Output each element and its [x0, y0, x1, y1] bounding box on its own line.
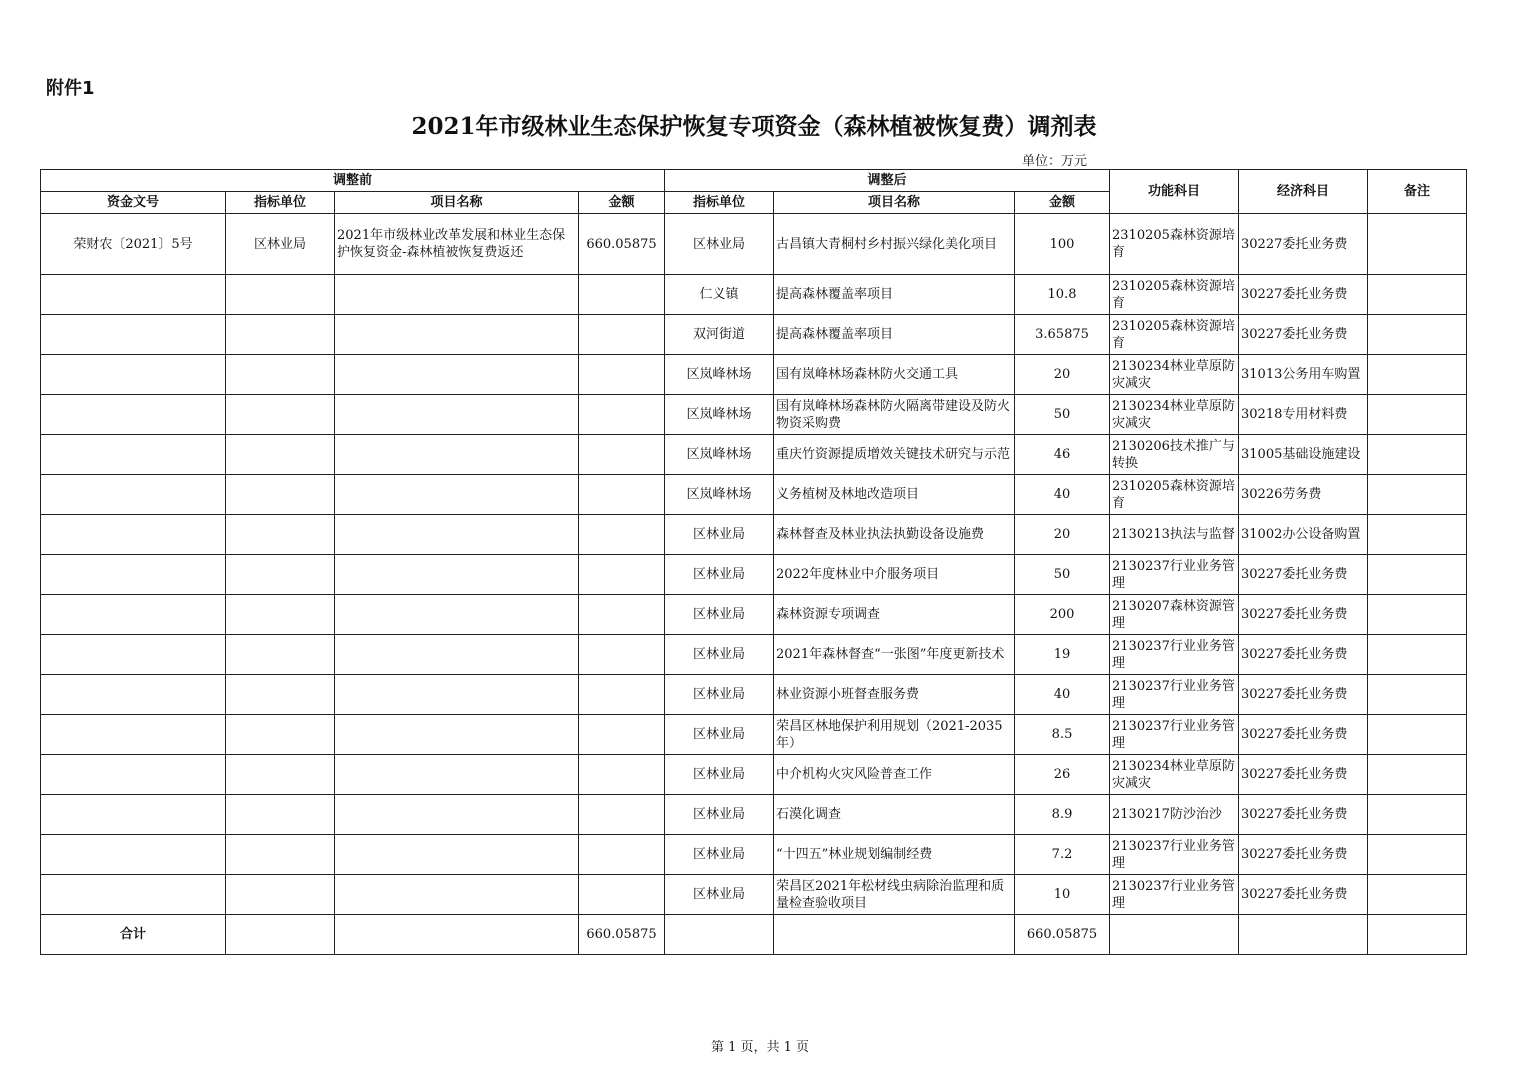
table-row — [41, 635, 1467, 675]
function-subject-cell: 2130237行业业务管理 — [1110, 835, 1239, 875]
total-empty-cell — [335, 915, 579, 955]
before-amount-cell — [579, 595, 665, 635]
remark-cell — [1368, 675, 1467, 715]
after-unit-cell: 区林业局 — [665, 755, 774, 795]
fund-doc-no-cell — [41, 595, 226, 635]
after-unit-cell: 区林业局 — [665, 214, 774, 275]
before-project-cell — [335, 315, 579, 355]
economic-subject-cell: 30227委托业务费 — [1239, 214, 1368, 275]
economic-subject-cell: 30227委托业务费 — [1239, 315, 1368, 355]
header-before-amount: 金额 — [579, 192, 665, 214]
before-amount-cell — [579, 835, 665, 875]
header-remarks: 备注 — [1368, 170, 1467, 214]
economic-subject-cell: 30227委托业务费 — [1239, 715, 1368, 755]
function-subject-cell: 2130237行业业务管理 — [1110, 555, 1239, 595]
after-project-cell: 荣昌区2021年松材线虫病除治监理和质量检查验收项目 — [774, 875, 1015, 915]
economic-subject-cell: 30227委托业务费 — [1239, 795, 1368, 835]
after-unit-cell: 区林业局 — [665, 515, 774, 555]
before-amount-cell — [579, 515, 665, 555]
header-fund-doc-no: 资金文号 — [41, 192, 226, 214]
before-amount-cell — [579, 675, 665, 715]
before-unit-cell — [226, 435, 335, 475]
function-subject-cell: 2130237行业业务管理 — [1110, 715, 1239, 755]
after-project-cell: 重庆竹资源提质增效关键技术研究与示范 — [774, 435, 1015, 475]
after-project-cell: 2021年森林督查“一张图”年度更新技术 — [774, 635, 1015, 675]
header-row-group — [41, 170, 1467, 192]
function-subject-cell: 2130234林业草原防灾减灾 — [1110, 755, 1239, 795]
fund-doc-no-cell: 荣财农〔2021〕5号 — [41, 214, 226, 275]
header-after-amount: 金额 — [1015, 192, 1110, 214]
before-amount-cell — [579, 755, 665, 795]
fund-doc-no-cell — [41, 435, 226, 475]
header-function-subject: 功能科目 — [1110, 170, 1239, 214]
function-subject-cell: 2130217防沙治沙 — [1110, 795, 1239, 835]
before-unit-cell — [226, 275, 335, 315]
before-unit-cell — [226, 355, 335, 395]
table-row — [41, 395, 1467, 435]
before-project-cell — [335, 515, 579, 555]
remark-cell — [1368, 755, 1467, 795]
table-row — [41, 515, 1467, 555]
before-unit-cell — [226, 475, 335, 515]
economic-subject-cell: 30218专用材料费 — [1239, 395, 1368, 435]
after-unit-cell: 区岚峰林场 — [665, 435, 774, 475]
after-unit-cell: 区岚峰林场 — [665, 475, 774, 515]
before-amount-cell — [579, 635, 665, 675]
after-project-cell: 提高森林覆盖率项目 — [774, 315, 1015, 355]
economic-subject-cell: 30227委托业务费 — [1239, 875, 1368, 915]
economic-subject-cell: 30227委托业务费 — [1239, 835, 1368, 875]
after-project-cell: 森林督查及林业执法执勤设备设施费 — [774, 515, 1015, 555]
fund-doc-no-cell — [41, 755, 226, 795]
total-empty-cell — [1239, 915, 1368, 955]
total-label: 合计 — [41, 915, 226, 955]
total-row — [41, 915, 1467, 955]
after-project-cell: 国有岚峰林场森林防火隔离带建设及防火物资采购费 — [774, 395, 1015, 435]
before-unit-cell — [226, 835, 335, 875]
after-amount-cell: 40 — [1015, 475, 1110, 515]
after-amount-cell: 200 — [1015, 595, 1110, 635]
after-unit-cell: 双河街道 — [665, 315, 774, 355]
attachment-label: 附件1 — [46, 78, 95, 99]
after-amount-cell: 26 — [1015, 755, 1110, 795]
fund-doc-no-cell — [41, 515, 226, 555]
before-project-cell — [335, 275, 579, 315]
table-row — [41, 214, 1467, 275]
before-unit-cell — [226, 675, 335, 715]
before-amount-cell — [579, 275, 665, 315]
remark-cell — [1368, 435, 1467, 475]
before-unit-cell — [226, 795, 335, 835]
fund-doc-no-cell — [41, 795, 226, 835]
after-project-cell: 中介机构火灾风险普查工作 — [774, 755, 1015, 795]
economic-subject-cell: 30226劳务费 — [1239, 475, 1368, 515]
after-project-cell: 国有岚峰林场森林防火交通工具 — [774, 355, 1015, 395]
table-row — [41, 475, 1467, 515]
economic-subject-cell: 31002办公设备购置 — [1239, 515, 1368, 555]
after-amount-cell: 100 — [1015, 214, 1110, 275]
after-amount-cell: 3.65875 — [1015, 315, 1110, 355]
header-after: 调整后 — [665, 170, 1110, 192]
function-subject-cell: 2310205森林资源培育 — [1110, 275, 1239, 315]
after-amount-cell: 46 — [1015, 435, 1110, 475]
before-unit-cell — [226, 875, 335, 915]
economic-subject-cell: 30227委托业务费 — [1239, 755, 1368, 795]
function-subject-cell: 2130207森林资源管理 — [1110, 595, 1239, 635]
total-empty-cell — [1110, 915, 1239, 955]
function-subject-cell: 2310205森林资源培育 — [1110, 214, 1239, 275]
header-after-project: 项目名称 — [774, 192, 1015, 214]
table-row — [41, 675, 1467, 715]
remark-cell — [1368, 214, 1467, 275]
table-row — [41, 835, 1467, 875]
page-footer: 第 1 页，共 1 页 — [710, 1040, 810, 1055]
remark-cell — [1368, 275, 1467, 315]
economic-subject-cell: 30227委托业务费 — [1239, 675, 1368, 715]
after-amount-cell: 10 — [1015, 875, 1110, 915]
table-row — [41, 315, 1467, 355]
after-amount-cell: 50 — [1015, 555, 1110, 595]
header-economic-subject: 经济科目 — [1239, 170, 1368, 214]
function-subject-cell: 2130234林业草原防灾减灾 — [1110, 395, 1239, 435]
after-amount-cell: 7.2 — [1015, 835, 1110, 875]
total-empty-cell — [774, 915, 1015, 955]
remark-cell — [1368, 715, 1467, 755]
after-amount-cell: 50 — [1015, 395, 1110, 435]
remark-cell — [1368, 355, 1467, 395]
remark-cell — [1368, 835, 1467, 875]
before-project-cell — [335, 835, 579, 875]
before-project-cell — [335, 435, 579, 475]
before-amount-cell — [579, 475, 665, 515]
economic-subject-cell: 30227委托业务费 — [1239, 555, 1368, 595]
fund-doc-no-cell — [41, 475, 226, 515]
after-unit-cell: 区岚峰林场 — [665, 355, 774, 395]
function-subject-cell: 2130213执法与监督 — [1110, 515, 1239, 555]
before-unit-cell: 区林业局 — [226, 214, 335, 275]
before-amount-cell — [579, 795, 665, 835]
before-amount-cell — [579, 435, 665, 475]
remark-cell — [1368, 595, 1467, 635]
fund-doc-no-cell — [41, 315, 226, 355]
function-subject-cell: 2130206技术推广与转换 — [1110, 435, 1239, 475]
before-unit-cell — [226, 395, 335, 435]
total-empty-cell — [1368, 915, 1467, 955]
fund-doc-no-cell — [41, 675, 226, 715]
total-section — [41, 915, 1467, 955]
after-project-cell: “十四五”林业规划编制经费 — [774, 835, 1015, 875]
before-amount-cell — [579, 715, 665, 755]
after-unit-cell: 区林业局 — [665, 875, 774, 915]
fund-doc-no-cell — [41, 875, 226, 915]
remark-cell — [1368, 515, 1467, 555]
before-amount-cell — [579, 395, 665, 435]
after-unit-cell: 区林业局 — [665, 835, 774, 875]
before-project-cell — [335, 675, 579, 715]
after-unit-cell: 区林业局 — [665, 795, 774, 835]
header-before-unit: 指标单位 — [226, 192, 335, 214]
function-subject-cell: 2130234林业草原防灾减灾 — [1110, 355, 1239, 395]
after-unit-cell: 区林业局 — [665, 595, 774, 635]
before-unit-cell — [226, 515, 335, 555]
before-project-cell — [335, 755, 579, 795]
after-project-cell: 石漠化调查 — [774, 795, 1015, 835]
remark-cell — [1368, 635, 1467, 675]
total-after-amount: 660.05875 — [1015, 915, 1110, 955]
fund-doc-no-cell — [41, 715, 226, 755]
table-row — [41, 275, 1467, 315]
before-project-cell — [335, 795, 579, 835]
before-project-cell — [335, 635, 579, 675]
before-amount-cell — [579, 355, 665, 395]
table-row — [41, 875, 1467, 915]
adjustment-table — [40, 169, 1467, 955]
fund-doc-no-cell — [41, 555, 226, 595]
header-after-unit: 指标单位 — [665, 192, 774, 214]
economic-subject-cell: 30227委托业务费 — [1239, 635, 1368, 675]
after-amount-cell: 10.8 — [1015, 275, 1110, 315]
remark-cell — [1368, 555, 1467, 595]
fund-doc-no-cell — [41, 835, 226, 875]
before-amount-cell: 660.05875 — [579, 214, 665, 275]
function-subject-cell: 2130237行业业务管理 — [1110, 675, 1239, 715]
before-unit-cell — [226, 595, 335, 635]
function-subject-cell: 2130237行业业务管理 — [1110, 875, 1239, 915]
table-row — [41, 355, 1467, 395]
before-unit-cell — [226, 315, 335, 355]
after-amount-cell: 40 — [1015, 675, 1110, 715]
after-project-cell: 义务植树及林地改造项目 — [774, 475, 1015, 515]
after-project-cell: 提高森林覆盖率项目 — [774, 275, 1015, 315]
before-amount-cell — [579, 875, 665, 915]
table-body — [41, 170, 1467, 915]
before-unit-cell — [226, 555, 335, 595]
economic-subject-cell: 31013公务用车购置 — [1239, 355, 1368, 395]
after-amount-cell: 19 — [1015, 635, 1110, 675]
before-project-cell — [335, 595, 579, 635]
function-subject-cell: 2130237行业业务管理 — [1110, 635, 1239, 675]
after-project-cell: 2022年度林业中介服务项目 — [774, 555, 1015, 595]
fund-doc-no-cell — [41, 355, 226, 395]
before-project-cell — [335, 875, 579, 915]
table-row — [41, 755, 1467, 795]
after-unit-cell: 区岚峰林场 — [665, 395, 774, 435]
unit-label: 单位：万元 — [1022, 154, 1088, 169]
function-subject-cell: 2310205森林资源培育 — [1110, 475, 1239, 515]
after-unit-cell: 区林业局 — [665, 675, 774, 715]
before-project-cell — [335, 555, 579, 595]
before-project-cell — [335, 355, 579, 395]
total-before-amount: 660.05875 — [579, 915, 665, 955]
function-subject-cell: 2310205森林资源培育 — [1110, 315, 1239, 355]
header-before-project: 项目名称 — [335, 192, 579, 214]
after-unit-cell: 区林业局 — [665, 555, 774, 595]
economic-subject-cell: 30227委托业务费 — [1239, 595, 1368, 635]
after-project-cell: 森林资源专项调查 — [774, 595, 1015, 635]
fund-doc-no-cell — [41, 395, 226, 435]
remark-cell — [1368, 875, 1467, 915]
total-empty-cell — [665, 915, 774, 955]
header-before: 调整前 — [41, 170, 665, 192]
before-project-cell — [335, 395, 579, 435]
after-unit-cell: 区林业局 — [665, 715, 774, 755]
before-unit-cell — [226, 635, 335, 675]
remark-cell — [1368, 395, 1467, 435]
economic-subject-cell: 31005基础设施建设 — [1239, 435, 1368, 475]
after-project-cell: 林业资源小班督查服务费 — [774, 675, 1015, 715]
before-project-cell: 2021年市级林业改革发展和林业生态保护恢复资金-森林植被恢复费返还 — [335, 214, 579, 275]
after-amount-cell: 20 — [1015, 515, 1110, 555]
total-empty-cell — [226, 915, 335, 955]
economic-subject-cell: 30227委托业务费 — [1239, 275, 1368, 315]
remark-cell — [1368, 315, 1467, 355]
table-row — [41, 595, 1467, 635]
after-amount-cell: 8.9 — [1015, 795, 1110, 835]
before-project-cell — [335, 475, 579, 515]
table-row — [41, 555, 1467, 595]
after-amount-cell: 8.5 — [1015, 715, 1110, 755]
before-amount-cell — [579, 555, 665, 595]
before-unit-cell — [226, 715, 335, 755]
fund-doc-no-cell — [41, 635, 226, 675]
page-title: 2021年市级林业生态保护恢复专项资金（森林植被恢复费）调剂表 — [411, 113, 1097, 140]
remark-cell — [1368, 795, 1467, 835]
after-unit-cell: 仁义镇 — [665, 275, 774, 315]
after-project-cell: 荣昌区林地保护利用规划（2021-2035年） — [774, 715, 1015, 755]
after-project-cell: 古昌镇大青桐村乡村振兴绿化美化项目 — [774, 214, 1015, 275]
before-amount-cell — [579, 315, 665, 355]
after-amount-cell: 20 — [1015, 355, 1110, 395]
before-unit-cell — [226, 755, 335, 795]
table-row — [41, 795, 1467, 835]
table-row — [41, 435, 1467, 475]
remark-cell — [1368, 475, 1467, 515]
before-project-cell — [335, 715, 579, 755]
table-row — [41, 715, 1467, 755]
fund-doc-no-cell — [41, 275, 226, 315]
after-unit-cell: 区林业局 — [665, 635, 774, 675]
